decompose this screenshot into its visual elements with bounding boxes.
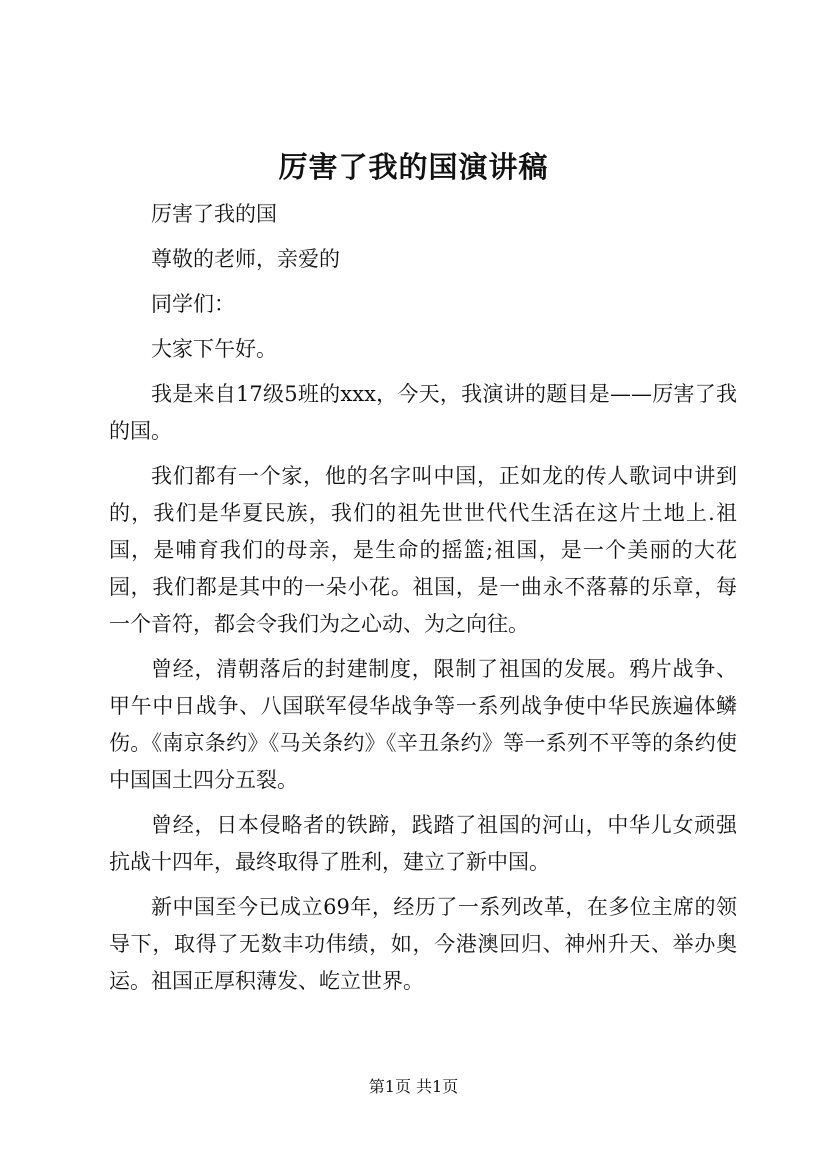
paragraph: 大家下午好。	[151, 337, 277, 361]
paragraph: 我们都有一个家，他的名字叫中国，正如龙的传人歌词中讲到的，我们是华夏民族，我们的祖先世世代代生活在这片土地上.祖国，是哺育我们的母亲，是生命的摇篮;祖国，是一个美丽的大花园，我们都是其中的一朵小花。祖国，是一曲永不落幕的乐章，每一个音符，都会令我们为之心动、为之向往。	[109, 464, 737, 636]
document-title: 厉害了我的国演讲稿	[278, 150, 549, 184]
paragraph: 新中国至今已成立69年，经历了一系列改革，在多位主席的领导下，取得了无数丰功伟绩，如，今港澳回归、神州升天、举办奥运。祖国正厚积薄发、屹立世界。	[109, 895, 737, 993]
paragraph: 我是来自17级5班的xxx，今天，我演讲的题目是——厉害了我的国。	[109, 382, 737, 443]
page-footer: 第1页 共1页	[368, 1077, 459, 1096]
paragraph: 尊敬的老师，亲爱的	[151, 247, 340, 271]
paragraph: 曾经，日本侵略者的铁蹄，践踏了祖国的河山，中华儿女顽强抗战十四年，最终取得了胜利，建立了新中国。	[109, 813, 737, 874]
document-body	[109, 196, 737, 1008]
paragraph: 厉害了我的国	[151, 202, 277, 226]
paragraph: 同学们：	[151, 292, 235, 316]
paragraph: 曾经，清朝落后的封建制度，限制了祖国的发展。鸦片战争、甲午中日战争、八国联军侵华战争等一系列战争使中华民族遍体鳞伤。《南京条约》《马关条约》《辛丑条约》等一系列不平等的条约使中国国土四分五裂。	[109, 657, 737, 792]
